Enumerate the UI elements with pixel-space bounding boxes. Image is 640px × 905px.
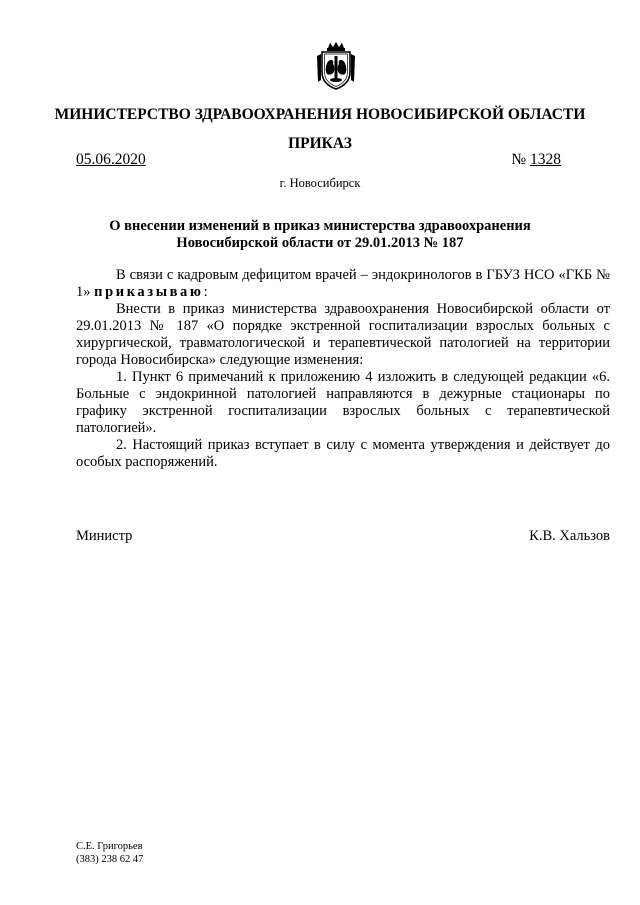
order-date: 05.06.2020 <box>76 151 146 168</box>
executor-name: С.Е. Григорьев <box>76 841 143 852</box>
paragraph-preamble <box>76 267 610 301</box>
order-body <box>76 267 610 471</box>
paragraph-item-1: 1. Пункт 6 примечаний к приложению 4 изложить в следующей редакции «6. Больные с эндокринной патологией направляются в дежурные стационары по графику экстренной госпитализации взрослых больных с терапевтической патологией». <box>76 369 610 436</box>
ministry-name: МИНИСТЕРСТВО ЗДРАВООХРАНЕНИЯ НОВОСИБИРСКОЙ ОБЛАСТИ <box>54 106 586 123</box>
order-number-prefix: № <box>511 151 530 168</box>
executor-phone: (383) 238 62 47 <box>76 854 144 865</box>
order-subject-line-2: Новосибирской области от 29.01.2013 № 187 <box>176 235 464 251</box>
coat-of-arms-icon <box>316 42 356 90</box>
paragraph-item-2: 2. Настоящий приказ вступает в силу с момента утверждения и действует до особых распоряжений. <box>76 437 610 470</box>
order-subject-line-1: О внесении изменений в приказ министерства здравоохранения <box>109 218 531 234</box>
executor-info <box>76 840 143 866</box>
order-number <box>511 151 561 169</box>
order-word: приказываю <box>94 284 204 300</box>
order-subject <box>60 218 580 252</box>
paragraph-amend: Внести в приказ министерства здравоохранения Новосибирской области от 29.01.2013 № 187 «О порядке экстренной госпитализации взрослых больных с хирургической, травматологической и терапевтической патологией на территории города Новосибирска» следующие изменения: <box>76 301 610 368</box>
order-colon: : <box>203 284 208 300</box>
signatory-position: Министр <box>76 528 133 544</box>
signatory-name: К.В. Хальзов <box>529 528 610 544</box>
document-type: ПРИКАЗ <box>288 135 352 152</box>
order-number-value: 1328 <box>530 151 561 168</box>
city: г. Новосибирск <box>279 176 361 190</box>
preamble-text: В связи с кадровым дефицитом врачей – эндокринологов в ГБУЗ НСО «ГКБ № 1» <box>76 267 610 300</box>
